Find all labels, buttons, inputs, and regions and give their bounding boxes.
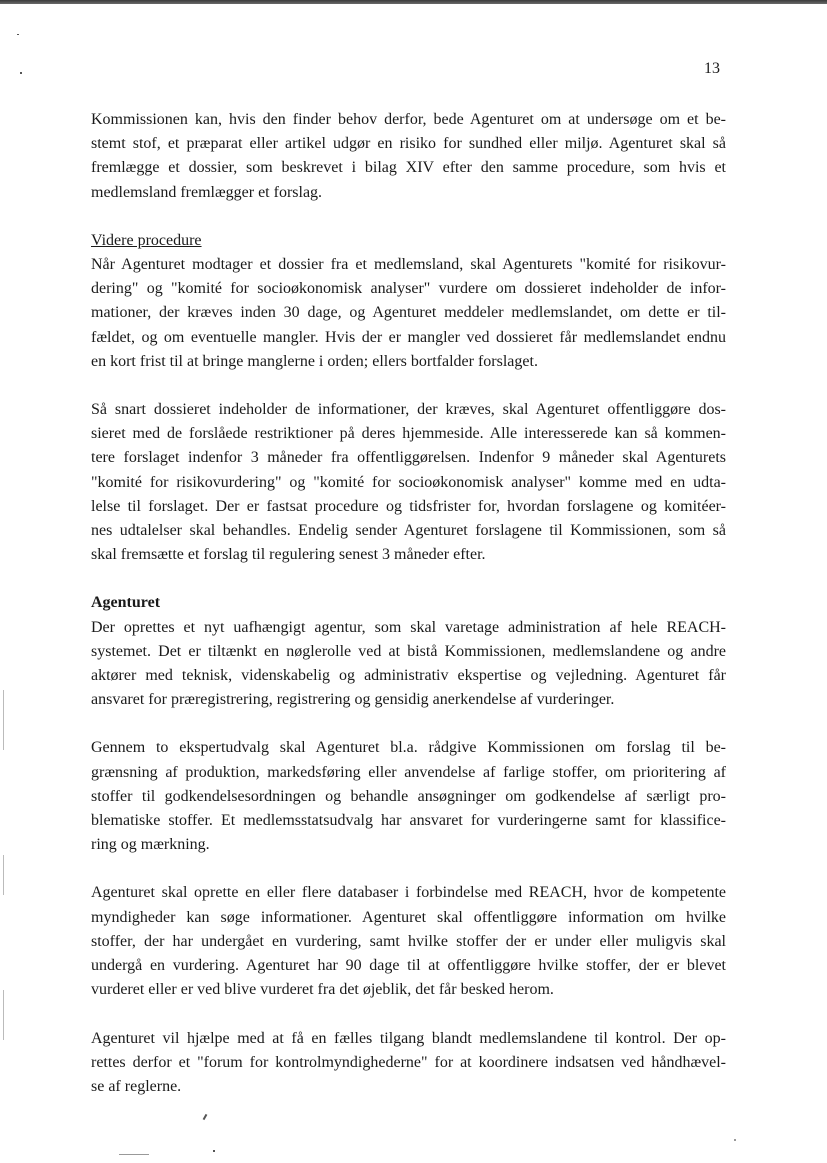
text-line: en kort frist til at bringe manglerne i orden; ellers bortfalder forslaget. — [91, 352, 538, 370]
text-line: dering" og "komité for socioøkonomisk analyser" vurdere om dossieret indeholder de infor- — [91, 280, 726, 298]
text-line: Kommissionen kan, hvis den finder behov derfor, bede Agenturet om at undersøge om et be- — [91, 111, 726, 128]
text-line: rettes derfor et "forum for kontrolmyndighederne" for at koordinere indsatsen ved håndhævel- — [91, 1053, 726, 1071]
text-line: ansvaret for præregistrering, registrering og gensidig anerkendelse af vurderinger. — [91, 691, 615, 709]
paragraph-kommissionen — [91, 108, 726, 205]
paragraph-databaser — [91, 881, 726, 1002]
text-line: "komité for risikovurdering" og "komité for socioøkonomisk analyser" komme med en udta- — [91, 473, 726, 491]
text-line: stoffer, der har undergået en vurdering, samt hvilke stoffer der er under eller muligvis skal — [91, 932, 726, 950]
paragraph-kontrol-forum — [91, 1027, 726, 1100]
text-line: nes udtalelser skal behandles. Endelig sender Agenturet forslagene til Kommissionen, som så — [91, 522, 726, 540]
text-line: Når Agenturet modtager et dossier fra et medlemsland, skal Agenturets "komité for risikovur- — [91, 256, 726, 274]
text-line: skal fremsætte et forslag til regulering senest 3 måneder efter. — [91, 546, 486, 564]
text-line: ring og mærkning. — [91, 836, 210, 854]
text-line: Agenturet skal oprette en eller flere databaser i forbindelse med REACH, hvor de kompetente — [91, 884, 726, 902]
text-line: Gennem to ekspertudvalg skal Agenturet bl.a. rådgive Kommissionen om forslag til be- — [91, 739, 726, 757]
text-line: aktører med teknisk, videnskabelig og administrativ ekspertise og vejledning. Agenturet får — [91, 667, 726, 685]
text-line: sieret med de forslåede restriktioner på deres hjemmeside. Alle interesserede kan så kommen- — [91, 425, 726, 443]
scan-speck — [203, 1114, 208, 1120]
text-line: fremlægge et dossier, som beskrevet i bilag XIV efter den samme procedure, som hvis et — [91, 159, 726, 177]
page-number: 13 — [704, 60, 720, 77]
text-line: Der oprettes et nyt uafhængigt agentur, som skal varetage administration af hele REACH- — [91, 618, 726, 636]
scan-speck — [20, 72, 22, 74]
scan-margin-mark — [3, 990, 4, 1040]
text-line: blematiske stoffer. Et medlemsstatsudvalg har ansvaret for vurderingerne samt for klassifice- — [91, 812, 726, 830]
text-line: systemet. Det er tiltænkt en nøglerolle ved at bistå Kommissionen, medlemslandene og andre — [91, 642, 726, 660]
text-line: stoffer til godkendelsesordningen og behandle ansøgninger om godkendelse af særligt pro- — [91, 787, 726, 805]
scan-speck — [734, 1139, 736, 1141]
paragraph-dossier-procedure — [91, 253, 726, 374]
scan-top-edge — [0, 0, 827, 4]
text-line: mationer, der kræves inden 30 dage, og Agenturet meddeler medlemslandet, om dette er til- — [91, 304, 726, 322]
scan-margin-mark — [3, 690, 4, 750]
text-line: stemt stof, et præparat eller artikel udgør en risiko for sundhed eller miljø. Agenturet skal så — [91, 135, 726, 153]
text-line: undergå en vurdering. Agenturet har 90 dage til at offentliggøre hvilke stoffer, der er blevet — [91, 957, 726, 975]
paragraph-ekspertudvalg — [91, 736, 726, 857]
section-heading-videre-procedure: Videre procedure — [91, 231, 202, 249]
text-line: fældet, og om eventuelle mangler. Hvis der er mangler ved dossieret får medlemslandet endnu — [91, 328, 726, 346]
text-line: grænsning af produktion, markedsføring eller anvendelse af farlige stoffer, om prioritering af — [91, 763, 726, 781]
text-line: se af reglerne. — [91, 1077, 182, 1095]
scan-speck — [17, 34, 19, 35]
document-body — [91, 108, 726, 1099]
paragraph-agentur-oprettelse — [91, 616, 726, 713]
text-line: vurderet eller er ved blive vurderet fra det øjeblik, det får besked herom. — [91, 981, 554, 999]
text-line: lelse til forslaget. Der er fastsat procedure og tidsfrister for, hvordan forslagene og komitéer- — [91, 497, 726, 515]
scan-speck — [119, 1154, 149, 1155]
scan-margin-mark — [3, 855, 4, 895]
text-line: tere forslaget indenfor 3 måneder fra offentliggørelsen. Indenfor 9 måneder skal Agenturets — [91, 449, 726, 467]
text-line: medlemsland fremlægger et forslag. — [91, 183, 323, 201]
text-line: Så snart dossieret indeholder de informationer, der kræves, skal Agenturet offentliggøre dos- — [91, 401, 726, 419]
section-heading-agenturet: Agenturet — [91, 594, 161, 612]
text-line: Agenturet vil hjælpe med at få en fælles tilgang blandt medlemslandene til kontrol. Der op- — [91, 1029, 726, 1047]
paragraph-offentliggoerelse — [91, 398, 726, 567]
text-line: myndigheder kan søge informationer. Agenturet skal offentliggøre information om hvilke — [91, 908, 726, 926]
scan-speck — [213, 1150, 215, 1152]
